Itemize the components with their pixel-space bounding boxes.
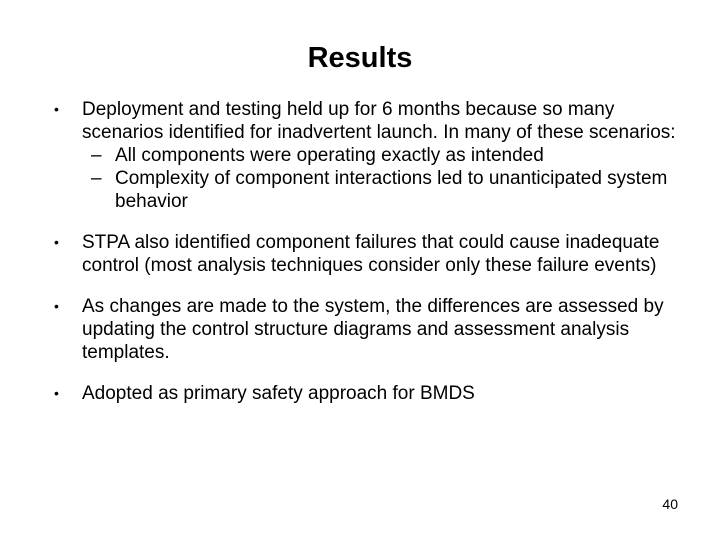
sub-bullet-glyph: – [91,145,102,166]
bullet-item [54,98,694,213]
bullet-glyph: • [54,234,59,250]
bullet-item [54,295,694,364]
sub-bullet-text: Complexity of component interactions led to unanticipated system behavior [115,168,668,212]
bullet-item [54,231,694,277]
bullet-glyph: • [54,101,59,117]
bullet-item [54,382,694,405]
slide-title: Results [307,42,413,74]
bullet-text: Adopted as primary safety approach for BMDS [82,383,475,404]
sub-bullet-item [82,167,694,213]
sub-bullet-item [82,144,694,167]
bullet-glyph: • [54,298,59,314]
bullet-list [54,98,694,425]
page-number: 40 [662,496,678,512]
sub-bullet-glyph: – [91,168,102,189]
sub-bullet-text: All components were operating exactly as intended [115,145,544,166]
bullet-text: STPA also identified component failures that could cause inadequate control (most analysis techniques consider only these failure events) [82,232,660,276]
bullet-text: Deployment and testing held up for 6 months because so many scenarios identified for inadvertent launch. In many of these scenarios: [82,99,676,143]
bullet-glyph: • [54,385,59,401]
bullet-text: As changes are made to the system, the differences are assessed by updating the control structure diagrams and assessment analysis templates. [82,296,664,363]
sub-bullet-list [82,144,694,213]
